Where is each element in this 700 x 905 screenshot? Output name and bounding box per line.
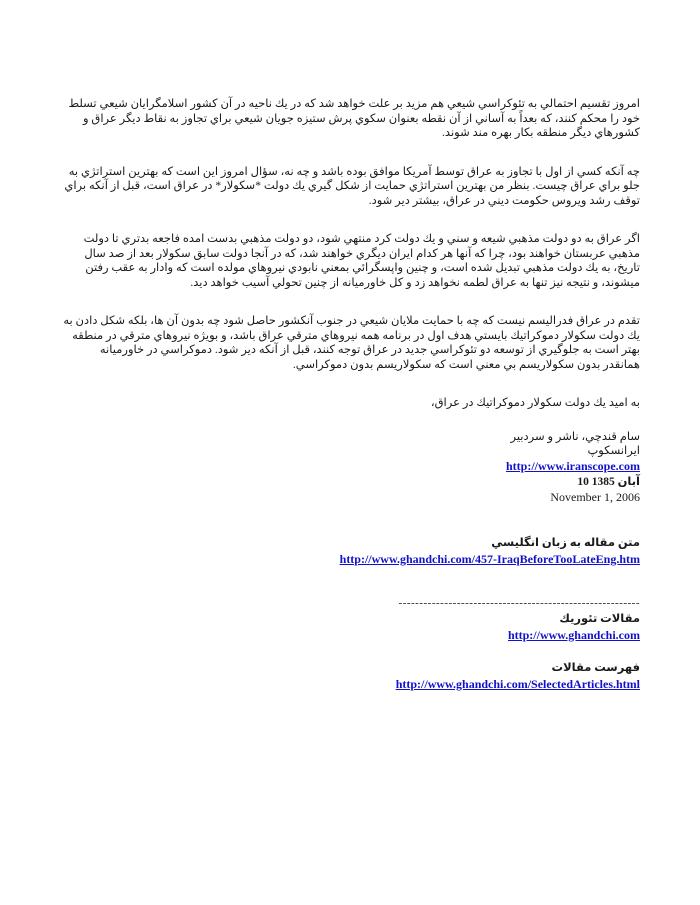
signature-block — [62, 430, 640, 505]
dashed-separator: ---------------------------------------------------------- — [398, 596, 640, 609]
english-version-link[interactable]: http://www.ghandchi.com/457-IraqBeforeTooLateEng.htm — [339, 551, 640, 566]
english-version-label: متن مقاله به زبان انگليسي — [491, 536, 640, 549]
author-line: سام قندچي، ناشر و سردبير — [510, 430, 640, 443]
ghandchi-home-link[interactable]: http://www.ghandchi.com — [507, 627, 640, 642]
articles-index-label: فهرست مقالات — [551, 661, 640, 674]
theoretical-articles-section — [62, 612, 640, 643]
articles-index-section — [62, 661, 640, 692]
english-date: November 1, 2006 — [550, 489, 640, 504]
article-paragraph-1: امروز تقسيم احتمالي به تئوكراسي شيعي هم مزيد بر علت خواهد شد كه در يك ناحيه در آن كشور اسلامگرايان شيعي تسلط خود را محكم كنند، كه بعداً به آساني از آن نقطه بعنوان سكوي پرش ستيزه جويان شيعي براي تجاوز به نقاط ديگر عراق و كشورهاي ديگر منطقه بكار بهره مند شوند. — [68, 98, 640, 139]
article-paragraph-3: اگر عراق به دو دولت مذهبي شيعه و سني و يك دولت كرد منتهي شود، دو دولت مذهبي بدست امده فاجعه بدتري تا دولت مذهبي عربستان خواهند بود، چرا كه آنها هر كدام ايران ديگري خواهند شد، كه در آنجا دولت سابق سكولار بعد از صد سال تاريخ، به يك دولت مذهبي تبديل شده است، و چنين واپسگرائي بمعني نابودي نيروهاي مولده است كه وادار به عقب رفتن ميشوند، و نتيجه نيز تنها به عراق لطمه نخواهد زد و كل خاورميانه از چنين تحولي آسيب خواهد ديد. — [83, 233, 640, 289]
article-paragraph-2: چه آنكه كسي از اول با تجاوز به عراق توسط آمريكا موافق بوده باشد و چه نه، سؤال امروز اين است كه بهترين استراتژي به جلو براي عراق چيست. بنظر من بهترين استراتژي حمايت از شكل گيري يك دولت *سكولار* در عراق است، قبل از آنكه براي توقف رشد ويروس حكومت ديني در عراق، بيشتر دير شود. — [64, 165, 640, 207]
iranscope-link[interactable]: http://www.iranscope.com — [506, 459, 640, 474]
publication-name: ايرانسكوپ — [587, 445, 640, 458]
theoretical-articles-label: مقالات تئوريك — [559, 612, 640, 625]
selected-articles-link[interactable]: http://www.ghandchi.com/SelectedArticles.html — [395, 676, 640, 691]
article-paragraph-4: تقدم در عراق فدراليسم نيست كه چه با حمايت ملايان شيعي در جنوب آنكشور حاصل شود چه بدون آن ها، بلكه شكل دادن به يك دولت سكولار دموكراتيك بايستي هدف اول در برنامه همه نيروهاي مترقي عراق باشد، و بويژه نيروهاي مترقي در منطقه بهتر است به جلوگيري از توسعه دو تئوكراسي جديد در عراق توجه كنند، قبل از آنكه دير شود. دموكراسي در خاورميانه همانقدر بدون سكولاريسم بي معني است كه سكولاريسم بدون دموكراسي. — [63, 315, 640, 371]
closing-line: به اميد يك دولت سكولار دموكراتيك در عراق، — [430, 397, 640, 409]
english-version-section — [62, 536, 640, 567]
persian-date: 10 آبان 1385 — [577, 476, 640, 489]
